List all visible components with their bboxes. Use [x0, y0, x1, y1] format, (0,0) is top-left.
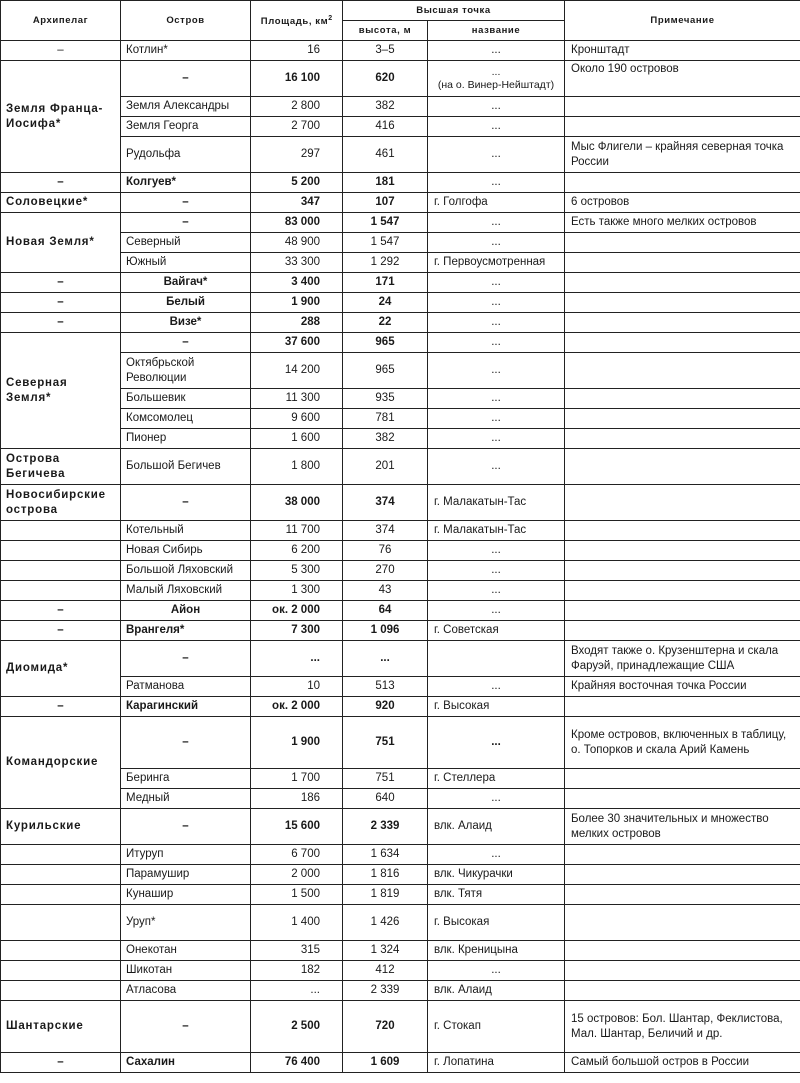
cell-height: 107: [343, 193, 428, 213]
cell-note: [565, 293, 800, 313]
cell-note: [565, 905, 800, 941]
cell-point-name: влк. Алаид: [428, 809, 565, 845]
cell-height: 513: [343, 677, 428, 697]
header-row: [1, 1, 800, 21]
cell-island: Кунашир: [121, 885, 251, 905]
cell-area: ...: [251, 641, 343, 677]
cell-height: 22: [343, 313, 428, 333]
cell-point-name: г. Малакатын-Тас: [428, 485, 565, 521]
cell-island: Новая Сибирь: [121, 541, 251, 561]
cell-note: [565, 697, 800, 717]
cell-area: 5 300: [251, 561, 343, 581]
cell-island: Колгуев*: [121, 173, 251, 193]
cell-note: [565, 541, 800, 561]
cell-height: 412: [343, 961, 428, 981]
cell-island: Малый Ляховский: [121, 581, 251, 601]
cell-island: Медный: [121, 789, 251, 809]
table-row: [1, 697, 800, 717]
cell-area: 1 800: [251, 449, 343, 485]
cell-island: Большой Бегичев: [121, 449, 251, 485]
cell-point-name: ...: [428, 313, 565, 333]
cell-point-name: ...: [428, 449, 565, 485]
cell-area: 182: [251, 961, 343, 981]
cell-island: Южный: [121, 253, 251, 273]
cell-point-name: ...: [428, 429, 565, 449]
cell-archipelago: –: [1, 313, 121, 333]
cell-note: Самый большой остров в России: [565, 1053, 800, 1073]
cell-point-name: влк. Тятя: [428, 885, 565, 905]
cell-point-name: ...: [428, 409, 565, 429]
cell-height: 1 324: [343, 941, 428, 961]
table-row: [1, 293, 800, 313]
header-island: Остров: [121, 1, 251, 41]
cell-height: 382: [343, 97, 428, 117]
cell-island: Онекотан: [121, 941, 251, 961]
cell-height: 620: [343, 61, 428, 97]
cell-point-name: влк. Алаид: [428, 981, 565, 1001]
cell-area: 1 300: [251, 581, 343, 601]
cell-island: Большевик: [121, 389, 251, 409]
cell-area: 1 500: [251, 885, 343, 905]
cell-point-name: [428, 61, 565, 97]
cell-archipelago: Острова Бегичева: [1, 449, 121, 485]
cell-area: 48 900: [251, 233, 343, 253]
cell-archipelago: [1, 865, 121, 885]
cell-archipelago: [1, 905, 121, 941]
table-row: [1, 961, 800, 981]
table-row: [1, 213, 800, 233]
cell-island: Белый: [121, 293, 251, 313]
table-row: [1, 233, 800, 253]
cell-note: Есть также много мелких островов: [565, 213, 800, 233]
cell-height: 2 339: [343, 809, 428, 845]
cell-archipelago: Новосибирские острова: [1, 485, 121, 521]
cell-island: Октябрьской Революции: [121, 353, 251, 389]
cell-point-name: ...: [428, 273, 565, 293]
cell-note: [565, 885, 800, 905]
cell-archipelago: –: [1, 41, 121, 61]
cell-point-name: ...: [428, 389, 565, 409]
cell-note: [565, 601, 800, 621]
cell-note: 6 островов: [565, 193, 800, 213]
table-row: [1, 581, 800, 601]
cell-note: Около 190 островов: [565, 61, 800, 97]
cell-archipelago: [1, 581, 121, 601]
cell-height: 43: [343, 581, 428, 601]
table-row: [1, 485, 800, 521]
cell-area: 83 000: [251, 213, 343, 233]
cell-island: Парамушир: [121, 865, 251, 885]
cell-area: 37 600: [251, 333, 343, 353]
cell-height: 920: [343, 697, 428, 717]
cell-area: 76 400: [251, 1053, 343, 1073]
cell-island: –: [121, 717, 251, 769]
cell-archipelago: Курильские: [1, 809, 121, 845]
cell-area: 16 100: [251, 61, 343, 97]
cell-height: 640: [343, 789, 428, 809]
cell-height: 64: [343, 601, 428, 621]
cell-note: [565, 789, 800, 809]
cell-point-name: г. Первоусмотренная: [428, 253, 565, 273]
table-row: [1, 677, 800, 697]
cell-area: 5 200: [251, 173, 343, 193]
cell-island: Визе*: [121, 313, 251, 333]
header-height: высота, м: [343, 21, 428, 41]
cell-island: Айон: [121, 601, 251, 621]
cell-height: 965: [343, 333, 428, 353]
cell-archipelago: –: [1, 621, 121, 641]
table-row: [1, 193, 800, 213]
cell-height: 201: [343, 449, 428, 485]
cell-island: Итуруп: [121, 845, 251, 865]
table-row: [1, 137, 800, 173]
cell-island: –: [121, 485, 251, 521]
table-row: [1, 521, 800, 541]
cell-island: Врангеля*: [121, 621, 251, 641]
cell-note: [565, 941, 800, 961]
cell-island: –: [121, 641, 251, 677]
table-row: [1, 601, 800, 621]
cell-archipelago: Шантарские: [1, 1001, 121, 1053]
cell-area: 9 600: [251, 409, 343, 429]
cell-point-name: г. Высокая: [428, 905, 565, 941]
cell-archipelago: [1, 521, 121, 541]
cell-note: Кроме островов, включенных в таблицу, о. Топорков и скала Арий Камень: [565, 717, 800, 769]
cell-area: 38 000: [251, 485, 343, 521]
header-archipelago: Архипелаг: [1, 1, 121, 41]
cell-island: Карагинский: [121, 697, 251, 717]
cell-island: –: [121, 809, 251, 845]
cell-note: [565, 581, 800, 601]
cell-height: 1 096: [343, 621, 428, 641]
cell-height: 935: [343, 389, 428, 409]
cell-area: 1 400: [251, 905, 343, 941]
cell-area: 11 300: [251, 389, 343, 409]
cell-area: 2 000: [251, 865, 343, 885]
cell-height: 181: [343, 173, 428, 193]
cell-point-name: ...: [428, 41, 565, 61]
cell-point-name: г. Лопатина: [428, 1053, 565, 1073]
cell-island: Ратманова: [121, 677, 251, 697]
header-area-label: Площадь, км: [260, 16, 329, 28]
cell-height: 1 547: [343, 213, 428, 233]
table-row: [1, 117, 800, 137]
table-row: [1, 789, 800, 809]
cell-height: 2 339: [343, 981, 428, 1001]
cell-height: 781: [343, 409, 428, 429]
cell-island: Котельный: [121, 521, 251, 541]
table-row: [1, 61, 800, 97]
table-row: [1, 409, 800, 429]
cell-archipelago: –: [1, 697, 121, 717]
cell-height: 720: [343, 1001, 428, 1053]
cell-point-name: ...: [428, 845, 565, 865]
table-row: [1, 561, 800, 581]
table-row: [1, 449, 800, 485]
cell-area: ...: [251, 981, 343, 1001]
cell-point-name: ...: [428, 173, 565, 193]
cell-height: 374: [343, 521, 428, 541]
cell-island: Большой Ляховский: [121, 561, 251, 581]
cell-area: 2 700: [251, 117, 343, 137]
cell-area: ок. 2 000: [251, 697, 343, 717]
table-row: [1, 717, 800, 769]
cell-island: Северный: [121, 233, 251, 253]
table-row: [1, 253, 800, 273]
cell-note: [565, 449, 800, 485]
cell-island: –: [121, 61, 251, 97]
cell-note: [565, 769, 800, 789]
cell-note: [565, 981, 800, 1001]
cell-height: ...: [343, 641, 428, 677]
cell-height: 24: [343, 293, 428, 313]
cell-note: [565, 845, 800, 865]
cell-height: 270: [343, 561, 428, 581]
cell-archipelago: Командорские: [1, 717, 121, 809]
cell-point-name: ...: [428, 117, 565, 137]
cell-height: 1 547: [343, 233, 428, 253]
table-row: [1, 97, 800, 117]
cell-point-name: г. Голгофа: [428, 193, 565, 213]
cell-area: ок. 2 000: [251, 601, 343, 621]
cell-point-name: ...: [428, 961, 565, 981]
cell-archipelago: –: [1, 173, 121, 193]
table-row: [1, 941, 800, 961]
table-row: [1, 353, 800, 389]
cell-height: 76: [343, 541, 428, 561]
table-row: [1, 541, 800, 561]
cell-height: 751: [343, 717, 428, 769]
cell-point-name: ...: [428, 333, 565, 353]
cell-height: 751: [343, 769, 428, 789]
cell-island: Атласова: [121, 981, 251, 1001]
table-row: [1, 641, 800, 677]
cell-area: 16: [251, 41, 343, 61]
cell-note: [565, 561, 800, 581]
cell-point-name: влк. Креницына: [428, 941, 565, 961]
cell-archipelago: –: [1, 601, 121, 621]
cell-area: 347: [251, 193, 343, 213]
cell-archipelago: Диомида*: [1, 641, 121, 697]
cell-point-name: ...: [428, 601, 565, 621]
cell-point-name: [428, 641, 565, 677]
cell-area: 1 600: [251, 429, 343, 449]
cell-point-name: ...: [428, 233, 565, 253]
cell-point-name: ...: [428, 789, 565, 809]
cell-archipelago: –: [1, 293, 121, 313]
cell-note: Мыс Флигели – крайняя северная точка России: [565, 137, 800, 173]
point-name-dots: ...: [491, 65, 501, 78]
cell-point-name: ...: [428, 561, 565, 581]
cell-point-name: г. Высокая: [428, 697, 565, 717]
cell-point-name: ...: [428, 541, 565, 561]
cell-height: 1 634: [343, 845, 428, 865]
header-highest-point: Высшая точка: [343, 1, 565, 21]
cell-height: 382: [343, 429, 428, 449]
table-row: [1, 905, 800, 941]
cell-note: [565, 389, 800, 409]
cell-area: 315: [251, 941, 343, 961]
table-row: [1, 769, 800, 789]
cell-height: 416: [343, 117, 428, 137]
table-row: [1, 333, 800, 353]
cell-island: Сахалин: [121, 1053, 251, 1073]
cell-archipelago: [1, 941, 121, 961]
cell-area: 1 700: [251, 769, 343, 789]
cell-archipelago: Новая Земля*: [1, 213, 121, 273]
cell-island: Пионер: [121, 429, 251, 449]
cell-note: [565, 429, 800, 449]
cell-height: 1 292: [343, 253, 428, 273]
cell-height: 374: [343, 485, 428, 521]
cell-archipelago: Северная Земля*: [1, 333, 121, 449]
cell-note: [565, 961, 800, 981]
table-row: [1, 885, 800, 905]
cell-note: [565, 409, 800, 429]
cell-island: Беринга: [121, 769, 251, 789]
cell-archipelago: [1, 845, 121, 865]
cell-height: 1 819: [343, 885, 428, 905]
cell-area: 6 700: [251, 845, 343, 865]
cell-island: Комсомолец: [121, 409, 251, 429]
cell-island: Рудольфа: [121, 137, 251, 173]
cell-height: 965: [343, 353, 428, 389]
cell-point-name: ...: [428, 717, 565, 769]
cell-note: [565, 521, 800, 541]
cell-point-name: г. Стокап: [428, 1001, 565, 1053]
cell-point-name: ...: [428, 213, 565, 233]
cell-archipelago: [1, 885, 121, 905]
table-row: [1, 845, 800, 865]
cell-point-name: г. Стеллера: [428, 769, 565, 789]
cell-height: 1 816: [343, 865, 428, 885]
cell-note: [565, 333, 800, 353]
cell-island: –: [121, 193, 251, 213]
cell-note: Входят также о. Крузенштерна и скала Фаруэй, принадлежащие США: [565, 641, 800, 677]
cell-area: 6 200: [251, 541, 343, 561]
table-row: [1, 389, 800, 409]
cell-point-name: г. Малакатын-Тас: [428, 521, 565, 541]
cell-height: 461: [343, 137, 428, 173]
cell-area: 33 300: [251, 253, 343, 273]
cell-area: 11 700: [251, 521, 343, 541]
header-area: [251, 1, 343, 41]
table-row: [1, 273, 800, 293]
table-row: [1, 1001, 800, 1053]
table-row: [1, 981, 800, 1001]
cell-island: Земля Александры: [121, 97, 251, 117]
cell-height: 3–5: [343, 41, 428, 61]
cell-point-name: ...: [428, 677, 565, 697]
cell-island: Уруп*: [121, 905, 251, 941]
cell-note: [565, 273, 800, 293]
cell-note: [565, 97, 800, 117]
cell-area: 15 600: [251, 809, 343, 845]
cell-note: 15 островов: Бол. Шантар, Феклистова, Мал. Шантар, Беличий и др.: [565, 1001, 800, 1053]
table-row: [1, 809, 800, 845]
cell-note: [565, 253, 800, 273]
table-row: [1, 1053, 800, 1073]
cell-archipelago: –: [1, 1053, 121, 1073]
header-area-sup: 2: [328, 15, 333, 23]
cell-point-name: ...: [428, 137, 565, 173]
cell-note: [565, 621, 800, 641]
table-row: [1, 41, 800, 61]
table-row: [1, 429, 800, 449]
cell-note: [565, 353, 800, 389]
cell-island: –: [121, 213, 251, 233]
cell-area: 3 400: [251, 273, 343, 293]
table-row: [1, 621, 800, 641]
cell-archipelago: Земля Франца-Иосифа*: [1, 61, 121, 173]
table-row: [1, 173, 800, 193]
cell-island: –: [121, 1001, 251, 1053]
cell-area: 288: [251, 313, 343, 333]
cell-height: 1 426: [343, 905, 428, 941]
cell-note: [565, 117, 800, 137]
cell-point-name: ...: [428, 353, 565, 389]
cell-note: Кронштадт: [565, 41, 800, 61]
table-row: [1, 313, 800, 333]
cell-area: 7 300: [251, 621, 343, 641]
cell-archipelago: [1, 541, 121, 561]
cell-island: Земля Георга: [121, 117, 251, 137]
cell-archipelago: [1, 561, 121, 581]
cell-point-name: г. Советская: [428, 621, 565, 641]
cell-note: [565, 233, 800, 253]
cell-area: 186: [251, 789, 343, 809]
cell-island: –: [121, 333, 251, 353]
cell-note: Более 30 значительных и множество мелких островов: [565, 809, 800, 845]
cell-point-name: ...: [428, 581, 565, 601]
cell-note: [565, 173, 800, 193]
cell-archipelago: Соловецкие*: [1, 193, 121, 213]
header-note: Примечание: [565, 1, 800, 41]
cell-archipelago: [1, 981, 121, 1001]
cell-note: [565, 485, 800, 521]
cell-island: Шикотан: [121, 961, 251, 981]
cell-area: 10: [251, 677, 343, 697]
cell-note: [565, 865, 800, 885]
cell-island: Котлин*: [121, 41, 251, 61]
cell-area: 1 900: [251, 293, 343, 313]
point-name-text: (на о. Винер-Нейштадт): [437, 78, 555, 91]
cell-area: 14 200: [251, 353, 343, 389]
cell-archipelago: –: [1, 273, 121, 293]
cell-area: 1 900: [251, 717, 343, 769]
header-name: название: [428, 21, 565, 41]
cell-point-name: влк. Чикурачки: [428, 865, 565, 885]
cell-island: Вайгач*: [121, 273, 251, 293]
cell-archipelago: [1, 961, 121, 981]
cell-height: 171: [343, 273, 428, 293]
cell-point-name: ...: [428, 97, 565, 117]
cell-note: Крайняя восточная точка России: [565, 677, 800, 697]
cell-note: [565, 313, 800, 333]
cell-area: 297: [251, 137, 343, 173]
cell-area: 2 500: [251, 1001, 343, 1053]
cell-area: 2 800: [251, 97, 343, 117]
cell-point-name: ...: [428, 293, 565, 313]
table-row: [1, 865, 800, 885]
cell-height: 1 609: [343, 1053, 428, 1073]
